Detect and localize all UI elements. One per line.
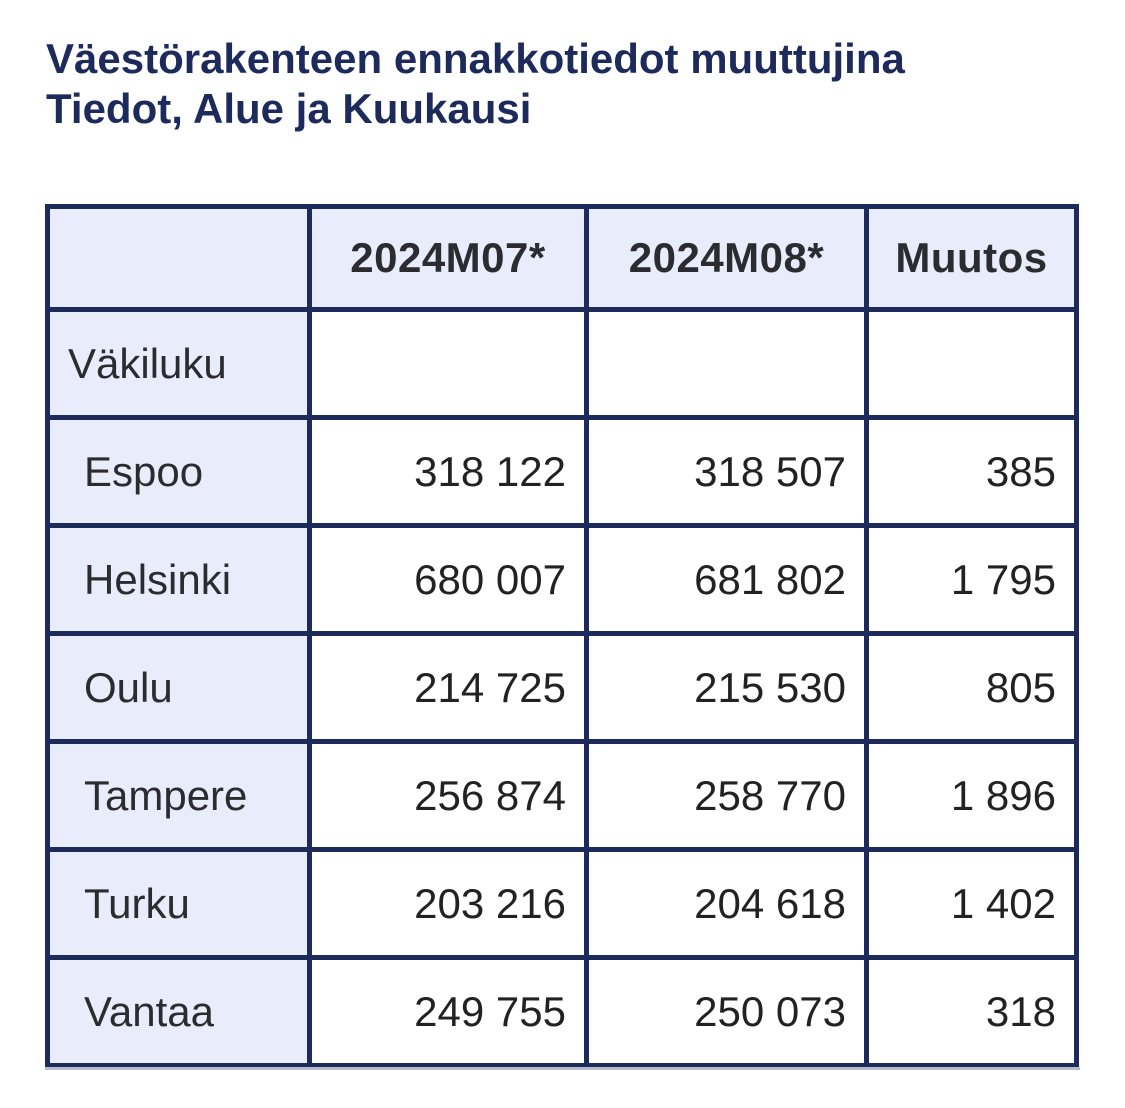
group-row-vakiluku bbox=[48, 310, 1077, 418]
empty-cell bbox=[310, 310, 587, 418]
table-row bbox=[48, 850, 1077, 958]
row-header-vakiluku: Väkiluku bbox=[48, 310, 310, 418]
row-header-region: Helsinki bbox=[48, 526, 310, 634]
cell-2024m07: 214 725 bbox=[310, 634, 587, 742]
cell-muutos: 318 bbox=[867, 958, 1077, 1066]
title-line-1: Väestörakenteen ennakkotiedot muuttujina bbox=[46, 35, 905, 82]
cell-muutos: 385 bbox=[867, 418, 1077, 526]
corner-cell bbox=[48, 207, 310, 310]
cell-muutos: 1 402 bbox=[867, 850, 1077, 958]
table-row bbox=[48, 526, 1077, 634]
row-header-region: Tampere bbox=[48, 742, 310, 850]
header-row bbox=[48, 207, 1077, 310]
cell-2024m08: 250 073 bbox=[587, 958, 867, 1066]
cell-2024m07: 249 755 bbox=[310, 958, 587, 1066]
cell-2024m08: 215 530 bbox=[587, 634, 867, 742]
cell-2024m07: 256 874 bbox=[310, 742, 587, 850]
table-row bbox=[48, 634, 1077, 742]
row-header-region: Turku bbox=[48, 850, 310, 958]
table-row bbox=[48, 742, 1077, 850]
row-header-region: Vantaa bbox=[48, 958, 310, 1066]
table-row bbox=[48, 958, 1077, 1066]
column-header-2024m08: 2024M08* bbox=[587, 207, 867, 310]
cell-2024m08: 204 618 bbox=[587, 850, 867, 958]
cell-muutos: 1 795 bbox=[867, 526, 1077, 634]
column-header-2024m07: 2024M07* bbox=[310, 207, 587, 310]
cell-2024m08: 681 802 bbox=[587, 526, 867, 634]
title-line-2: Tiedot, Alue ja Kuukausi bbox=[46, 85, 532, 132]
cell-muutos: 1 896 bbox=[867, 742, 1077, 850]
cell-2024m08: 258 770 bbox=[587, 742, 867, 850]
cell-muutos: 805 bbox=[867, 634, 1077, 742]
row-header-region: Espoo bbox=[48, 418, 310, 526]
table-row bbox=[48, 418, 1077, 526]
cell-2024m07: 680 007 bbox=[310, 526, 587, 634]
cell-2024m07: 318 122 bbox=[310, 418, 587, 526]
column-header-muutos: Muutos bbox=[867, 207, 1077, 310]
empty-cell bbox=[867, 310, 1077, 418]
population-table bbox=[45, 204, 1079, 1068]
cell-2024m08: 318 507 bbox=[587, 418, 867, 526]
cell-2024m07: 203 216 bbox=[310, 850, 587, 958]
page-title bbox=[46, 34, 1096, 134]
empty-cell bbox=[587, 310, 867, 418]
row-header-region: Oulu bbox=[48, 634, 310, 742]
bottom-divider bbox=[45, 1067, 1080, 1070]
